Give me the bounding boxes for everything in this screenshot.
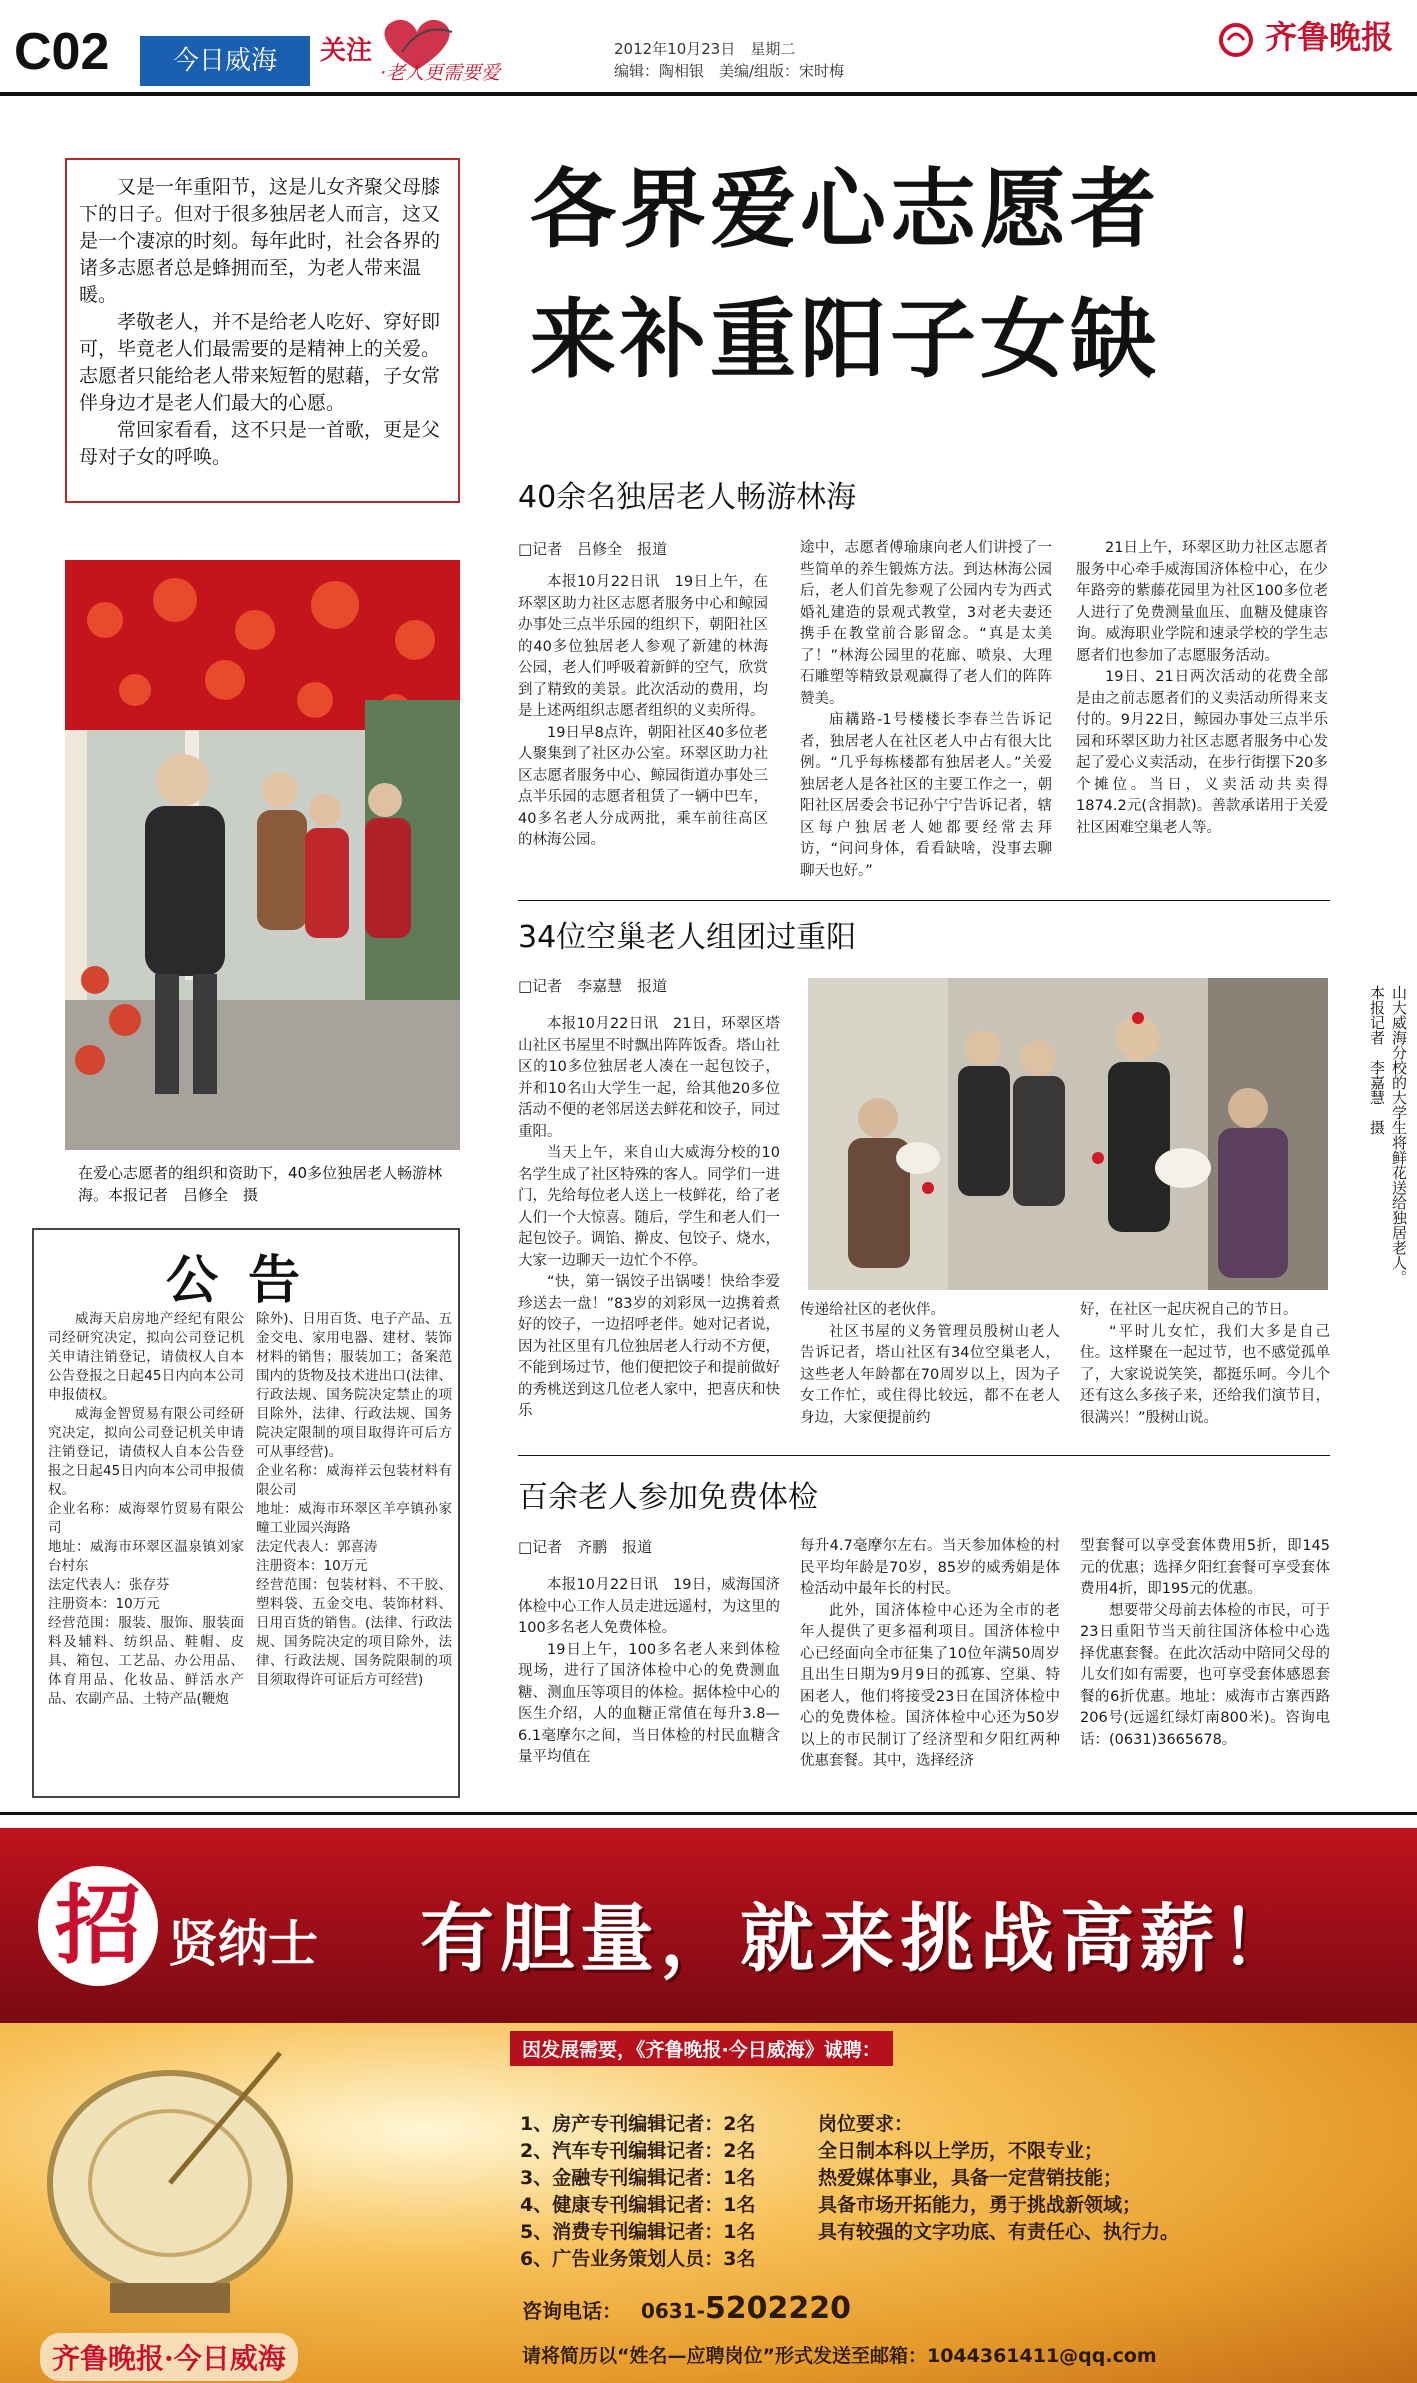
headline-line-2: 来补重阳子女缺 xyxy=(530,290,1160,390)
article-paragraph: 本报10月22日讯 19日上午，在环翠区助力社区志愿者服务中心和鲸园办事处三点半乐园的组织下，朝阳社区的40多位独居老人参观了新建的林海公园，老人们呼吸着新鲜的空气，欣赏到了精致的美景。此次活动的费用，均是上述两组织志愿者组织的义卖所得。 xyxy=(518,574,768,719)
notice-line: 地址：威海市环翠区羊亭镇孙家疃工业园兴海路 xyxy=(256,1501,452,1536)
article-paragraph: 21日上午，环翠区助力社区志愿者服务中心牵手威海国济体检中心，在少年路旁的紫藤花园里为社区100多位老人进行了免费测量血压、血糖及健康咨询。威海职业学院和速录学校的学生志愿者们也参加了志愿服务活动。 xyxy=(1076,540,1328,664)
divider xyxy=(518,900,1330,901)
ad-req-item: 具有较强的文字功底、有责任心、执行力。 xyxy=(818,2221,1180,2243)
article-paragraph: 本报10月22日讯 21日，环翠区塔山社区书屋里不时飘出阵阵饭香。塔山社区的10多位独居老人凑在一起包饺子，并和10名山大学生一起，给其他20多位活动不便的老邻居送去鲜花和饺子，同过重阳。 xyxy=(518,1016,780,1140)
editorial-paragraph: 又是一年重阳节，这是儿女齐聚父母膝下的日子。但对于很多独居老人而言，这又是一个凄凉的时刻。每年此时，社会各界的诸多志愿者总是蜂拥而至，为老人带来温暖。 xyxy=(79,176,441,306)
notice-line: 法定代表人：张存芬 xyxy=(48,1577,170,1593)
ad-banner xyxy=(0,1828,1417,2023)
newspaper-logo xyxy=(1218,12,1408,56)
article-paragraph: 传递给社区的老伙伴。 xyxy=(800,1302,945,1318)
issue-meta xyxy=(614,38,844,82)
editorial-box xyxy=(65,158,460,503)
photo1-caption: 在爱心志愿者的组织和资助下，40多位独居老人畅游林海。本报记者 吕修全 摄 xyxy=(78,1164,443,1204)
ad-req-item: 全日制本科以上学历，不限专业； xyxy=(818,2140,1104,2162)
article1-column-3 xyxy=(1076,538,1328,839)
photo2-caption: 山大威海分校的大学生将鲜花送给独居老人。本报记者 李嘉慧 摄 xyxy=(1368,985,1408,1285)
article2-byline: □记者 李嘉慧 报道 xyxy=(518,977,668,995)
ad-req-item: 具备市场开拓能力，勇于挑战新领域； xyxy=(818,2194,1142,2216)
article-paragraph: 社区书屋的义务管理员殷树山老人告诉记者，塔山社区有34位空巢老人，这些老人年龄都在70周岁以上，因为子女工作忙，或住得比较远，都不在老人身边，大家便提前约 xyxy=(800,1323,1060,1426)
notice-line: 注册资本：10万元 xyxy=(256,1558,368,1574)
page-header xyxy=(0,0,1417,96)
notice-column-2 xyxy=(256,1310,452,1690)
editorial-paragraph: 常回家看看，这不只是一首歌，更是父母对子女的呼唤。 xyxy=(79,419,441,468)
ad-position-item: 6、广告业务策划人员：3名 xyxy=(520,2248,756,2270)
notice-paragraph: 威海天启房地产经纪有限公司经研究决定，拟向公司登记机关申请注销登记，请债权人自本公告登报之日起45日内向本公司申报债权。 xyxy=(48,1311,244,1403)
ad-phone xyxy=(522,2291,851,2326)
notice-line: 经营范围：服装、服饰、服装面料及辅料、纺织品、鞋帽、皮具、箱包、工艺品、办公用品、体育用品、化妆品、鲜活水产品、农副产品、土特产品(鞭炮 xyxy=(48,1615,244,1707)
article2-column-3 xyxy=(1080,1300,1330,1429)
recruitment-ad xyxy=(0,1828,1417,2383)
article-paragraph: 途中，志愿者傅瑜康向老人们讲授了一些简单的养生锻炼方法。到达林海公园后，老人们首先参观了公园内专为西式婚礼建造的景观式教堂，3对老夫妻还携手在教堂前合影留念。“真是太美了！”林海公园里的花廊、喷泉、大理石雕塑等精致景观赢得了老人们的阵阵赞美。 xyxy=(800,540,1052,707)
notice-line: 经营范围：包装材料、不干胶、塑料袋、五金交电、装饰材料、日用百货的销售。(法律、行政法规、国务院决定的项目除外，法律、行政法规、国务院限制的项目须取得许可证后方可经营) xyxy=(256,1577,452,1688)
ad-slogan: 有胆量，就来挑战高薪！ xyxy=(420,1896,1300,1982)
notice-column-1 xyxy=(48,1310,244,1709)
article-paragraph: 好，在社区一起庆祝自己的节日。 xyxy=(1080,1302,1298,1318)
ad-recruit-rest: 贤纳士 xyxy=(168,1915,318,1973)
article-paragraph: “快，第一锅饺子出锅喽！快给李爱珍送去一盘！”83岁的刘彩凤一边携着煮好的饺子，一边招呼老伴。她对记者说，因为社区里有几位独居老人行动不方便，不能到场过节，他们便把饺子和提前做好的秀桃送到这几位老人家中，把喜庆和快乐 xyxy=(518,1274,780,1419)
article3-column-2 xyxy=(800,1536,1060,1773)
ad-position-item: 4、健康专刊编辑记者：1名 xyxy=(520,2194,756,2216)
ad-logo: 齐鲁晚报·今日威海 xyxy=(40,2333,298,2381)
article3-column-3 xyxy=(1080,1536,1330,1751)
notice-title: 公告 xyxy=(165,1250,330,1311)
ad-recruit-big-char: 招 xyxy=(38,1866,158,1986)
headline-line-1: 各界爱心志愿者 xyxy=(530,160,1160,260)
sundial-icon xyxy=(20,2033,320,2313)
article-paragraph: 型套餐可以享受套体费用5折，即145元的优惠；选择夕阳红套餐可享受套体费用4折，即195元的优惠。 xyxy=(1080,1538,1330,1597)
article3-column-1 xyxy=(518,1575,780,1769)
article1-column-1 xyxy=(518,572,768,852)
ad-body xyxy=(0,2023,1417,2383)
divider xyxy=(518,1455,1330,1456)
ad-phone-area: 0631- xyxy=(640,2299,705,2323)
article3-byline: □记者 齐鹏 报道 xyxy=(518,1538,653,1556)
ad-requirements-list xyxy=(818,2111,1179,2246)
ad-phone-label: 咨询电话： xyxy=(522,2299,622,2323)
notice-line: 除外)、日用百货、电子产品、五金交电、家用电器、建材、装饰材料的销售；服装加工；备案范围内的货物及技术进出口(法律、行政法规、国务院决定禁止的项目除外，法律、行政法规、国务院决定限制的项目取得许可后方可从事经营)。 xyxy=(256,1311,452,1460)
ad-position-item: 5、消费专刊编辑记者：1名 xyxy=(520,2221,756,2243)
photo-seniors-flower-corridor xyxy=(65,560,460,1150)
article-paragraph: 此外，国济体检中心还为全市的老年人提供了更多福利项目。国济体检中心已经面向全市征集了10位年满50周岁且出生日期为9月9日的孤寡、空巢、特困老人，他们将接受23日在国济体检中心的免费体检。国济体检中心还为50岁以上的市民制订了经济型和夕阳红两种优惠套餐。其中，选择经济 xyxy=(800,1602,1060,1769)
ad-intro: 因发展需要，《齐鲁晚报·今日威海》诚聘： xyxy=(510,2031,893,2066)
article2-title: 34位空巢老人组团过重阳 xyxy=(518,920,857,955)
ad-position-item: 1、房产专刊编辑记者：2名 xyxy=(520,2113,756,2135)
logo-text: 齐鲁晚报 xyxy=(1265,18,1394,56)
ad-req-title: 岗位要求： xyxy=(818,2113,914,2135)
editorial-paragraph: 孝敬老人，并不是给老人吃好、穿好即可，毕竟老人们最需要的是精神上的关爱。志愿者只能给老人带来短暂的慰藉，子女常伴身边才是老人们最大的心愿。 xyxy=(79,311,441,414)
notice-line: 注册资本：10万元 xyxy=(48,1596,160,1612)
article-paragraph: 本报10月22日讯 19日，威海国济体检中心工作人员走进远遥村，为这里的100多名老人免费体检。 xyxy=(518,1577,780,1636)
logo-emblem-icon xyxy=(1218,22,1254,58)
notice-box xyxy=(32,1228,460,1798)
issue-date: 2012年10月23日 星期二 xyxy=(614,40,796,58)
article3-title: 百余老人参加免费体检 xyxy=(518,1480,818,1515)
notice-line: 法定代表人：郭喜涛 xyxy=(256,1539,378,1555)
article-paragraph: “平时儿女忙，我们大多是自己住。这样聚在一起过节，也不感觉孤单了，大家说说笑笑，都挺乐呵。今儿个还有这么多孩子来，还给我们演节目，很满兴！”殷树山说。 xyxy=(1080,1323,1330,1426)
article-paragraph: 想要带父母前去体检的市民，可于23日重阳节当天前往国济体检中心选择优惠套餐。在此次活动中陪同父母的儿女们如有需要，也可享受套体感恩套餐的6折优惠。地址：威海市古寨西路206号(远遥红绿灯南800米)。咨询电话：(0631)3665678。 xyxy=(1080,1602,1330,1748)
article2-column-2 xyxy=(800,1300,1060,1429)
notice-line: 地址：威海市环翠区温泉镇刘家台村东 xyxy=(48,1539,244,1574)
focus-subtitle: ·老人更需要爱 xyxy=(380,62,501,84)
notice-line: 企业名称：威海翠竹贸易有限公司 xyxy=(48,1501,244,1536)
article1-title: 40余名独居老人畅游林海 xyxy=(518,480,857,515)
page-number: C02 xyxy=(14,23,110,81)
ad-positions-list xyxy=(520,2111,755,2273)
ad-req-item: 热爱媒体事业，具备一定营销技能； xyxy=(818,2167,1123,2189)
article1-byline: □记者 吕修全 报道 xyxy=(518,540,668,558)
photo-students-give-flowers xyxy=(808,978,1328,1290)
article-paragraph: 庙耩路-1号楼楼长李春兰告诉记者，独居老人在社区老人中占有很大比例。“几乎每栋楼都有独居老人。”关爱独居老人是各社区的主要工作之一，朝阳社区居委会书记孙宁宁告诉记者，辖区每户独居老人她都要经常去拜访，“问问身体，看看缺啥，没事去聊聊天也好。” xyxy=(800,712,1052,879)
article-paragraph: 19日上午，100多名老人来到体检现场，进行了国济体检中心的免费测血糖、测血压等项目的体检。据体检中心的医生介绍，人的血糖正常值在每升3.8—6.1毫摩尔之间，当日体检的村民血糖含量平均值在 xyxy=(518,1641,780,1765)
article-paragraph: 当天上午，来自山大威海分校的10名学生成了社区特殊的客人。同学们一进门，先给每位老人送上一枝鲜花，给了老人们一个大惊喜。随后，学生和老人们一起包饺子。调馅、擀皮、包饺子、烧水，大家一边聊天一边忙个不停。 xyxy=(518,1145,780,1269)
ad-position-item: 3、金融专刊编辑记者：1名 xyxy=(520,2167,756,2189)
issue-editor: 编辑：陶相银 美编/组版：宋时梅 xyxy=(614,62,845,80)
ad-phone-number: 5202220 xyxy=(704,2291,852,2326)
article2-column-1 xyxy=(518,1014,780,1423)
ad-email-line: 请将简历以“姓名—应聘岗位”形式发送至邮箱：1044361411@qq.com xyxy=(522,2345,1157,2367)
article-paragraph: 19日、21日两次活动的花费全部是由之前志愿者们的义卖活动所得来支付的。9月22日，鲸园办事处三点半乐园和环翠区助力社区志愿者服务中心发起了爱心义卖活动，在步行街摆下20多个摊位。当日，义卖活动共卖得1874.2元(含捐款)。善款承诺用于关爱社区困难空巢老人等。 xyxy=(1076,669,1328,836)
focus-label: 关注 xyxy=(320,36,373,66)
notice-paragraph: 威海金智贸易有限公司经研究决定，拟向公司登记机关申请注销登记，请债权人自本公告登报之日起45日内向本公司申报债权。 xyxy=(48,1406,244,1498)
section-tag: 今日威海 xyxy=(140,36,310,86)
ad-position-item: 2、汽车专刊编辑记者：2名 xyxy=(520,2140,756,2162)
page-divider xyxy=(0,1812,1417,1815)
article-paragraph: 19日早8点许，朝阳社区40多位老人聚集到了社区办公室。环翠区助力社区志愿者服务中心、鲸园街道办事处三点半乐园的志愿者租赁了一辆中巴车，40多名老人分成两批，乘车前往高区的林海公园。 xyxy=(518,724,768,848)
article-paragraph: 每升4.7毫摩尔左右。当天参加体检的村民平均年龄是70岁，85岁的威秀娟是体检活动中最年长的村民。 xyxy=(800,1538,1060,1597)
notice-line: 企业名称：威海祥云包装材料有限公司 xyxy=(256,1463,452,1498)
article1-column-2 xyxy=(800,538,1052,882)
